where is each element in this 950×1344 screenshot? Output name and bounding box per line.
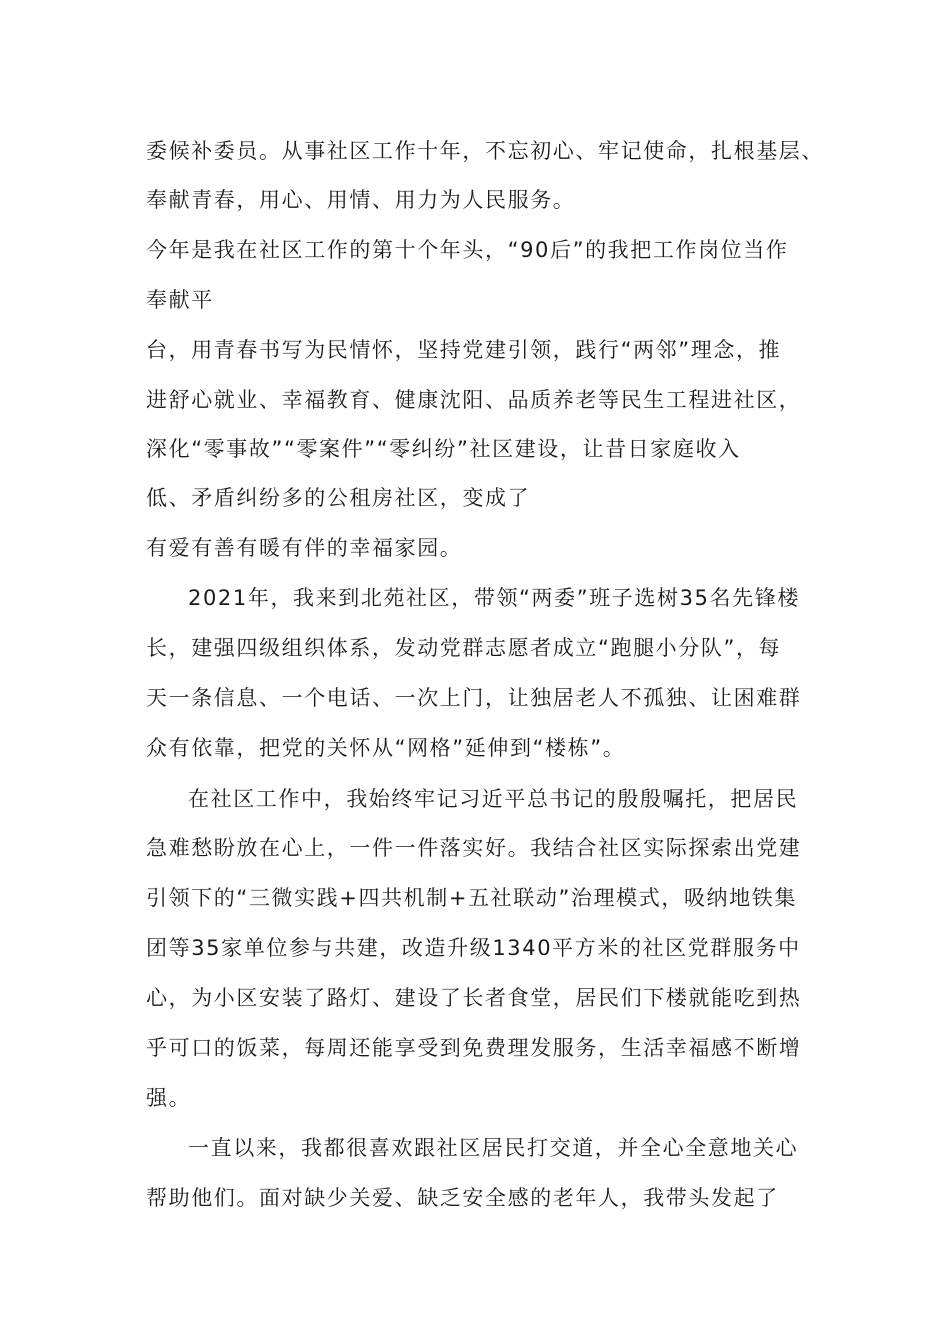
text-line: 今年是我在社区工作的第十个年头，“90后”的我把工作岗位当作 bbox=[146, 238, 789, 262]
paragraph-first-line: 在社区工作中，我始终牢记习近平总书记的殷殷嘱托，把居民 bbox=[188, 787, 799, 811]
text-line: 乎可口的饭菜，每周还能享受到免费理发服务，生活幸福感不断增 bbox=[146, 1036, 802, 1060]
text-line: 团等35家单位参与共建，改造升级1340平方米的社区党群服务中 bbox=[146, 936, 801, 960]
text-line: 深化“零事故”“零案件”“零纠纷”社区建设，让昔日家庭收入 bbox=[146, 437, 741, 461]
text-line: 台，用青春书写为民情怀，坚持党建引领，践行“两邻”理念，推 bbox=[146, 338, 782, 362]
text-line: 帮助他们。面对缺少关爱、缺乏安全感的老年人，我带头发起了 bbox=[146, 1186, 779, 1210]
text-line: 进舒心就业、幸福教育、健康沈阳、品质养老等民生工程进社区， bbox=[146, 388, 802, 412]
text-line: 低、矛盾纠纷多的公租房社区，变成了 bbox=[146, 486, 531, 510]
text-line: 心，为小区安装了路灯、建设了长者食堂，居民们下楼就能吃到热 bbox=[146, 986, 802, 1010]
paragraph-first-line: 2021年，我来到北苑社区，带领“两委”班子选树35名先锋楼 bbox=[188, 586, 800, 610]
text-line: 奉献平 bbox=[146, 288, 214, 312]
paragraph-first-line: 一直以来，我都很喜欢跟社区居民打交道，并全心全意地关心 bbox=[188, 1136, 799, 1160]
text-line: 急难愁盼放在心上，一件一件落实好。我结合社区实际探索出党建 bbox=[146, 836, 802, 860]
text-line: 强。 bbox=[146, 1086, 192, 1110]
text-line: 有爱有善有暖有伴的幸福家园。 bbox=[146, 536, 463, 560]
text-line: 委候补委员。从事社区工作十年，不忘初心、牢记使命，扎根基层、 bbox=[146, 139, 824, 163]
text-line: 天一条信息、一个电话、一次上门，让独居老人不孤独、让困难群 bbox=[146, 686, 802, 710]
text-line: 众有依靠，把党的关怀从“网格”延伸到“楼栋”。 bbox=[146, 736, 626, 760]
text-line: 长，建强四级组织体系，发动党群志愿者成立“跑腿小分队”，每 bbox=[146, 636, 782, 660]
text-line: 引领下的“三微实践+四共机制+五社联动”治理模式，吸纳地铁集 bbox=[146, 886, 797, 910]
text-line: 奉献青春，用心、用情、用力为人民服务。 bbox=[146, 188, 576, 212]
